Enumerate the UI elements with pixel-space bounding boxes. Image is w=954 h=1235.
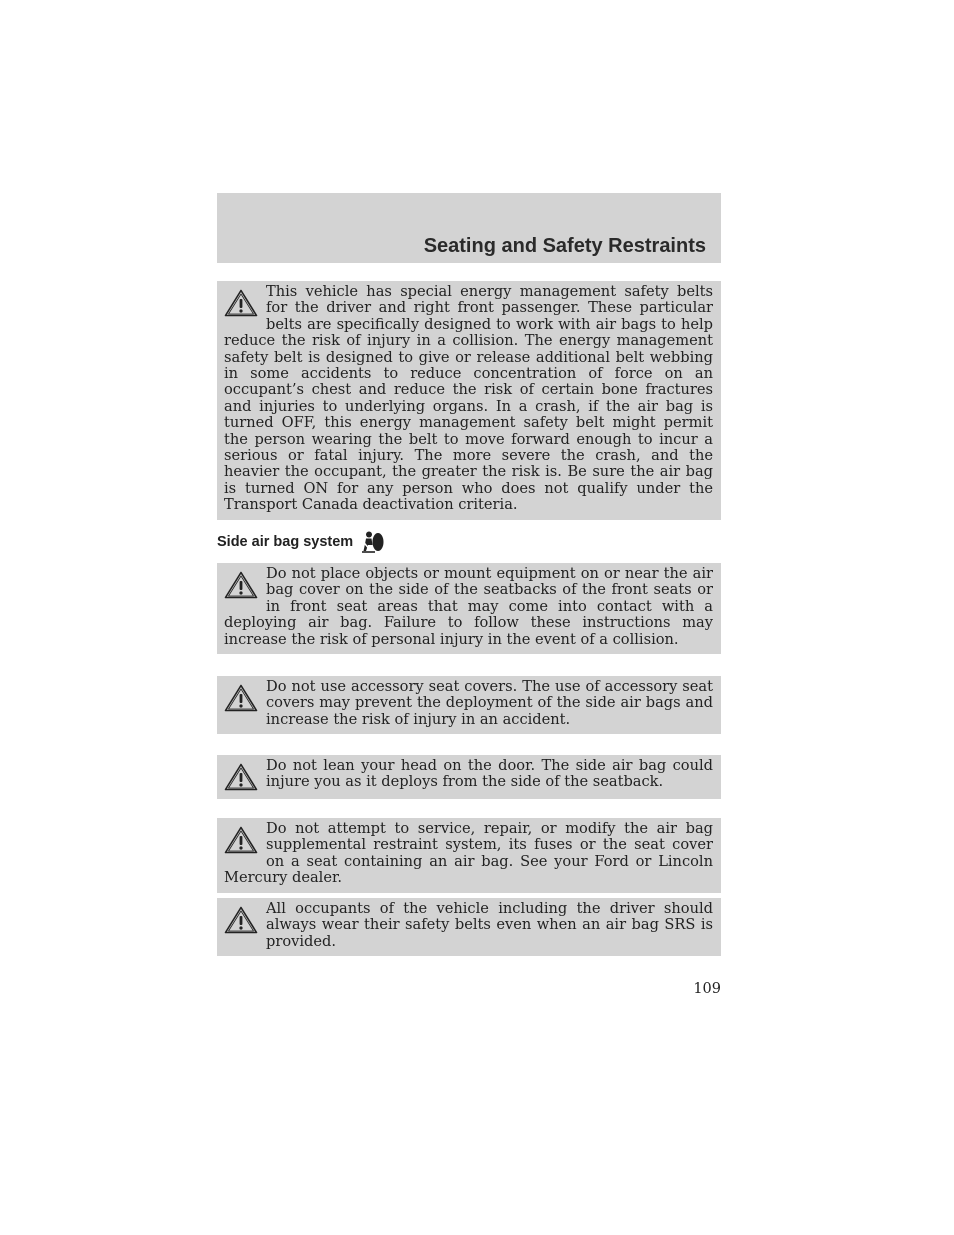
warning-box-occupants — [217, 898, 721, 956]
header-band — [217, 193, 721, 263]
warning-triangle-icon — [224, 571, 258, 599]
warning-triangle-icon — [224, 684, 258, 712]
warning-box-objects — [217, 563, 721, 654]
warning-box-lean-head — [217, 755, 721, 799]
warning-text: This vehicle has special energy management safety belts for the driver and right front passenger. These particular belts are specifically designed to work with air bags to help reduce the risk of injury in a collision. The energy management safety belt is designed to give or release additional belt webbing in some accidents to reduce concentration of force on an occupant’s chest and reduce the risk of certain bone fractures and injuries to underlying organs. In a crash, if the air bag is turned OFF, this energy management safety belt might permit the person wearing the belt to move forward enough to incur a serious or fatal injury. The more severe the crash, and the heavier the occupant, the greater the risk is. Be sure the air bag is turned ON for any person who does not qualify under the Transport Canada deactivation criteria. — [224, 283, 713, 514]
warning-box-energy-belts — [217, 281, 721, 520]
section-heading-text: Side air bag system — [217, 534, 354, 550]
warning-text: Do not lean your head on the door. The side air bag could injure you as it deploys from the side of the seatback. — [266, 757, 713, 791]
page-number: 109 — [693, 981, 721, 997]
warning-triangle-icon — [224, 289, 258, 317]
page-title: Seating and Safety Restraints — [423, 235, 706, 257]
warning-box-seat-covers — [217, 676, 721, 734]
warning-triangle-icon — [224, 763, 258, 791]
warning-triangle-icon — [224, 906, 258, 934]
warning-text: Do not place objects or mount equipment on or near the air bag cover on the side of the seatbacks of the front seats or in front seat areas that may come into contact with a deploying air bag. Failure to follow these instructions may increase the risk of personal injury in the event of a collision. — [224, 565, 713, 648]
side-airbag-icon — [359, 530, 385, 554]
warning-box-service — [217, 818, 721, 893]
warning-text: All occupants of the vehicle including the driver should always wear their safety belts even when an air bag SRS is provided. — [266, 900, 713, 950]
warning-text: Do not use accessory seat covers. The use of accessory seat covers may prevent the deployment of the side air bags and increase the risk of injury in an accident. — [266, 678, 713, 728]
section-heading-side-air-bag — [217, 530, 385, 554]
warning-text: Do not attempt to service, repair, or modify the air bag supplemental restraint system, its fuses or the seat cover on a seat containing an air bag. See your Ford or Lincoln Mercury dealer. — [224, 820, 713, 887]
warning-triangle-icon — [224, 826, 258, 854]
